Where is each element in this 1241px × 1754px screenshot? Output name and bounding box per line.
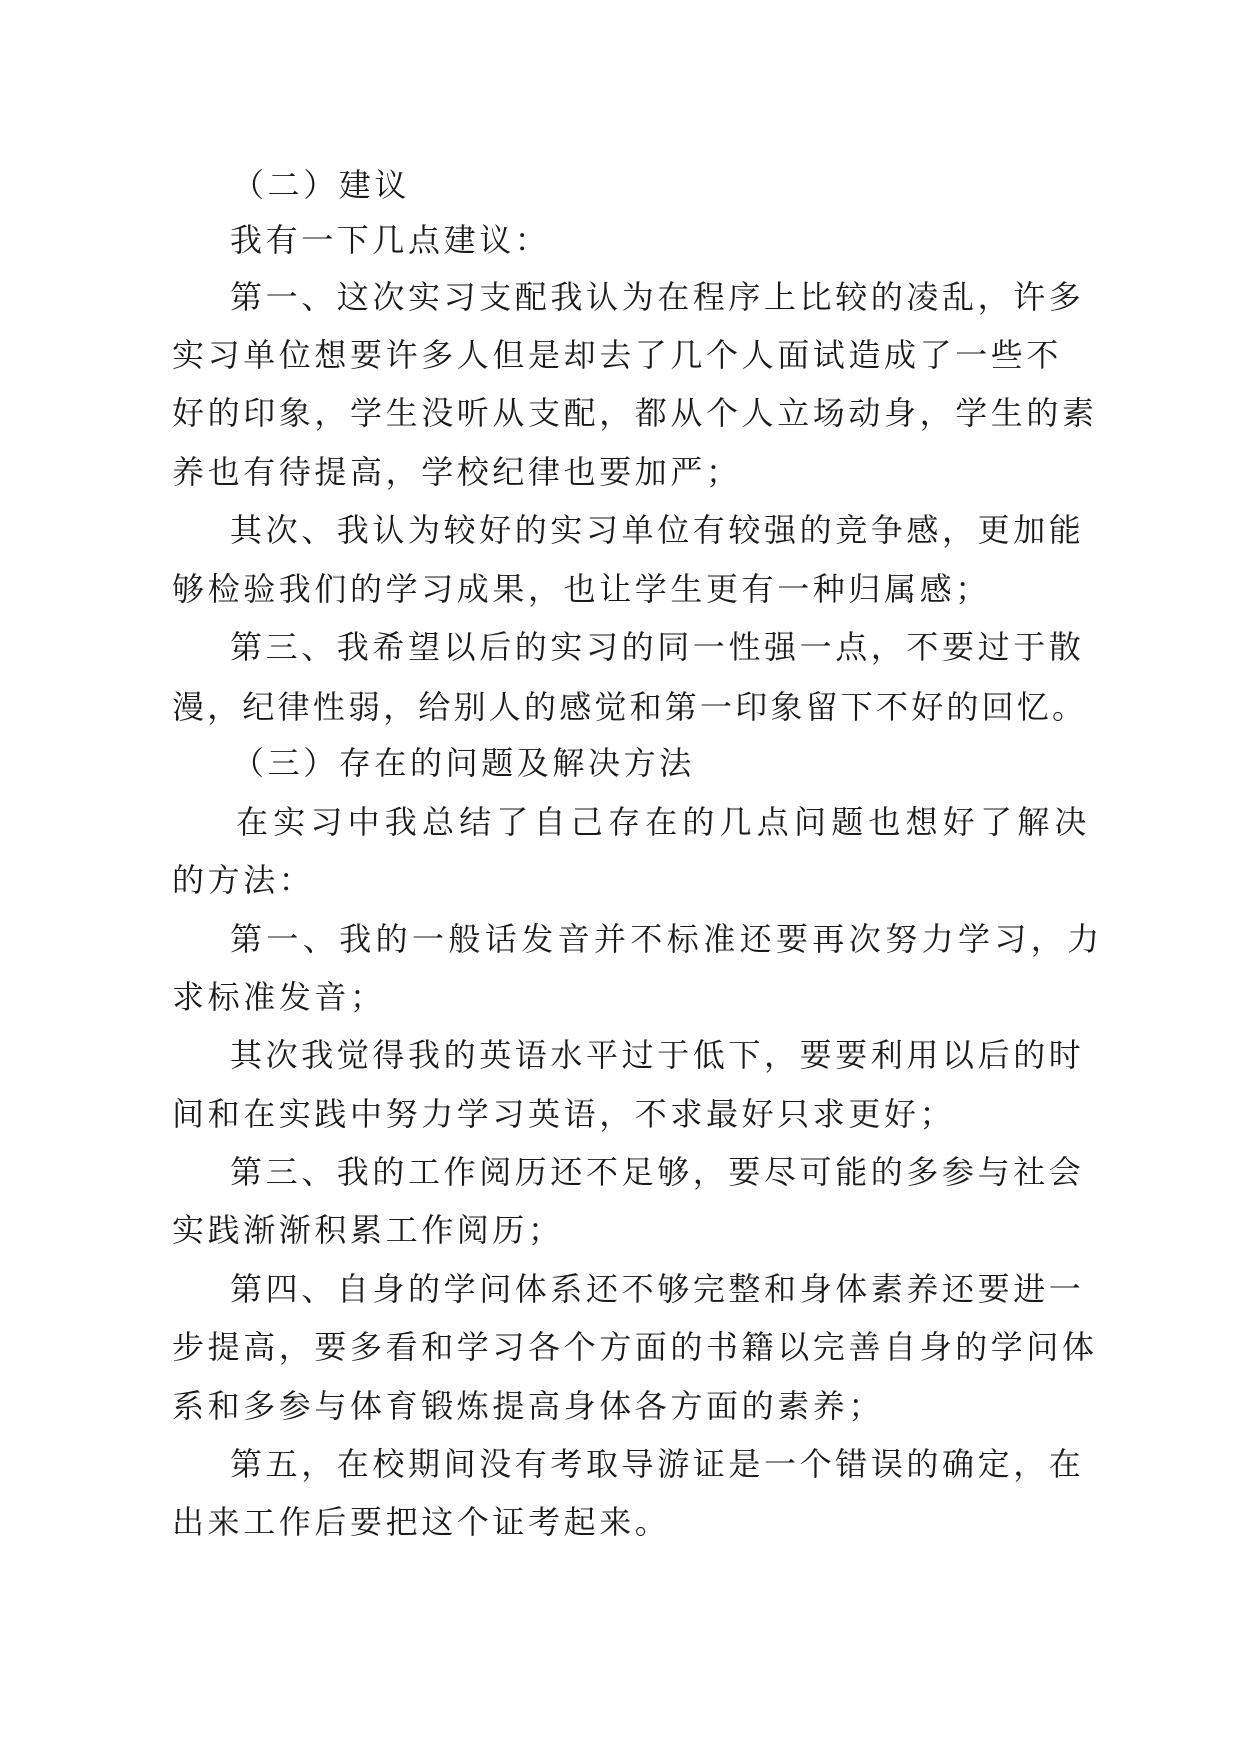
paragraph-line: 其次我觉得我的英语水平过于低下，要要利用以后的时 <box>230 1036 1085 1074</box>
paragraph-line: 求标准发音； <box>172 978 386 1016</box>
section-heading-suggestions: （二）建议 <box>232 166 411 204</box>
paragraph-line: 在实习中我总结了自己存在的几点问题也想好了解决 <box>236 803 1092 841</box>
paragraph-line: 好的印象，学生没听从支配，都从个人立场动身，学生的素 <box>172 394 1098 432</box>
paragraph-line: 间和在实践中努力学习英语，不求最好只求更好； <box>172 1095 956 1133</box>
paragraph-line: 第一、我的一般话发音并不标准还要再次努力学习，力 <box>230 920 1104 958</box>
paragraph-line: 我有一下几点建议： <box>230 221 551 259</box>
paragraph-line: 第四、自身的学问体系还不够完整和身体素养还要进一 <box>230 1270 1085 1308</box>
paragraph-line: 第三、我希望以后的实习的同一性强一点，不要过于散 <box>230 628 1085 666</box>
section-heading-problems: （三）存在的问题及解决方法 <box>232 744 695 782</box>
paragraph-line: 够检验我们的学习成果，也让学生更有一种归属感； <box>172 570 991 608</box>
paragraph-line: 第三、我的工作阅历还不足够，要尽可能的多参与社会 <box>230 1153 1085 1191</box>
paragraph-line: 其次、我认为较好的实习单位有较强的竞争感，更加能 <box>230 511 1085 549</box>
paragraph-line: 第五，在校期间没有考取导游证是一个错误的确定，在 <box>230 1445 1085 1483</box>
paragraph-line: 的方法： <box>172 861 315 899</box>
paragraph-line: 养也有待提高，学校纪律也要加严； <box>172 453 742 491</box>
paragraph-line: 漫，纪律性弱，给别人的感觉和第一印象留下不好的回忆。 <box>172 688 1088 726</box>
paragraph-line: 第一、这次实习支配我认为在程序上比较的凌乱，许多 <box>230 278 1085 316</box>
paragraph-line: 实习单位想要许多人但是却去了几个人面试造成了一些不 <box>172 336 1063 374</box>
paragraph-line: 实践渐渐积累工作阅历； <box>172 1211 564 1249</box>
paragraph-line: 步提高，要多看和学习各个方面的书籍以完善自身的学问体 <box>172 1328 1098 1366</box>
paragraph-line: 系和多参与体育锻炼提高身体各方面的素养； <box>172 1387 885 1425</box>
paragraph-line: 出来工作后要把这个证考起来。 <box>172 1503 671 1541</box>
